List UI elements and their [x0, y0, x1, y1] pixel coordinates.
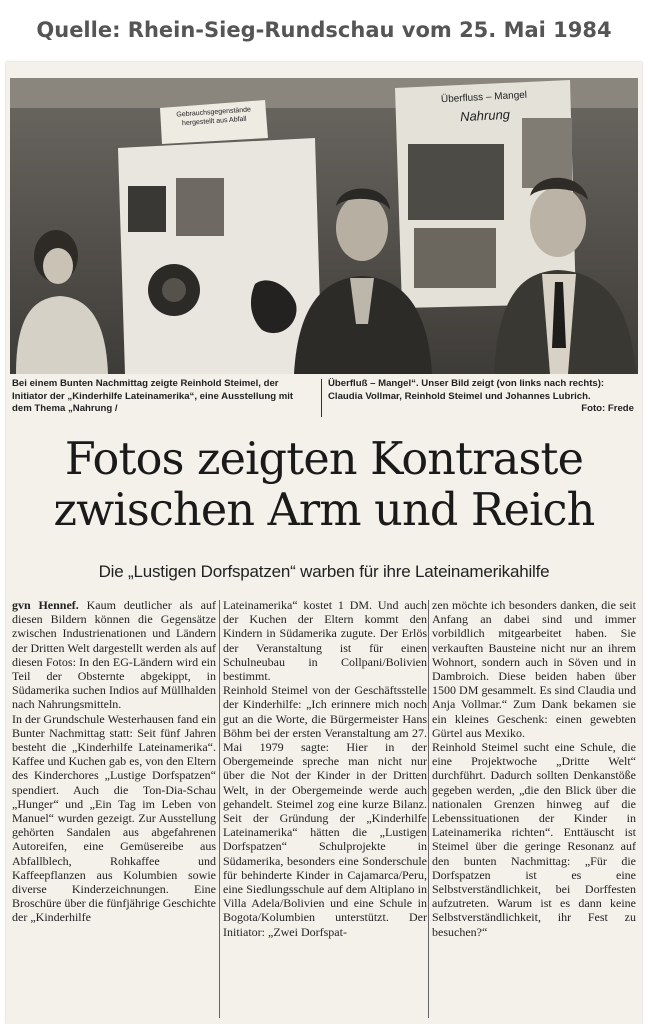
photo-credit: Foto: Frede [581, 403, 634, 414]
caption-left: Bei einem Bunten Nachmittag zeigte Reinhold Steimel, der Initiator der „Kinderhilfe Lateinamerika“, eine Ausstellung mit dem Thema „Nahrung / [12, 378, 294, 415]
column-1-text: Kaum deutlicher als auf diesen Bildern können die Gegensätze zwischen Industrienationen und Ländern der Dritten Welt dargestellt werden als auf diesen Fotos: In den EG-Ländern wird ein Teil der Obsternte abgekippt, in Südamerika suchen Indios auf Müllhalden nach Nahrungsmitteln. In der Grundschule Westerhausen fand ein Bunter Nachmittag statt: Seit fünf Jahren besteht die „Kinderhilfe Lateinamerika“. Kaffee und Kuchen gab es, von den Eltern des Kinderchores „Lustige Dorfspatzen“ spendiert. Auch die Ton-Dia-Schau „Hunger“ und „Ein Tag im Leben von Manuel“ wurden gezeigt. Zur Ausstellung gehörten Sandalen aus abgefahrenen Autoreifen, eine Gemüsereibe aus Abfallblech, Rohkaffee und Kaffeepflanzen aus Kolumbien sowie diverse Kinderzeichnungen. Eine Broschüre über die fünfjährige Geschichte der „Kinderhilfe [12, 598, 216, 925]
sign-right-title: Überfluss – Mangel [440, 89, 528, 106]
photo-caption [10, 378, 638, 418]
article-column-1 [12, 598, 216, 1022]
headline-line-2: zwischen Arm und Reich [53, 485, 595, 536]
caption-right: Überfluß – Mangel“. Unser Bild zeigt (von links nach rechts): Claudia Vollmar, Reinhold Steimel und Johannes Lubrich. [328, 378, 605, 402]
article-photo [10, 78, 638, 374]
source-line: Quelle: Rhein-Sieg-Rundschau vom 25. Mai 1984 [36, 18, 612, 42]
article-column-2: Lateinamerika“ kostet 1 DM. Und auch der Kuchen der Eltern kommt den Kindern in Südamerika zugute. Der Erlös der Veranstaltung ist für einen Schulneubau in Collpani/Bolivien bestimmt. Reinhold Steimel von der Geschäftsstelle der Kinderhilfe: „Ich erinnere mich noch gut an die Worte, die Bürgermeister Hans Böhm bei der ersten Veranstaltung am 27. Mai 1979 sagte: Hier in der Obergemeinde spreche man nicht nur über die Not der Kinder in der Dritten Welt, in der Obergemeinde werde auch gehandelt. Steimel zog eine kurze Bilanz. Seit der Gründung der „Kinderhilfe Lateinamerika“ hätten die „Lustigen Dorfspatzen“ Schulprojekte in Südamerika, besonders eine Sonderschule für behinderte Kinder in Cajamarca/Peru, eine Siedlungsschule auf dem Altiplano in Villa Adela/Bolivien und eine Schule in Bogota/Kolumbien unterstützt. Der Initiator: „Zwei Dorfspat- [223, 598, 427, 939]
sign-right-subtitle: Nahrung [459, 106, 511, 125]
photo-illustration [10, 78, 638, 374]
article-column-3: zen möchte ich besonders danken, die seit Anfang an dabei sind und immer vorbildlich mitgearbeitet haben. Sie verkauften Bausteine nicht nur an ihrem Wohnort, sondern auch in Söven und in Dambroich. Diese beiden haben über 1500 DM gesammelt. Es sind Claudia und Anja Vollmar.“ Zum Dank bekamen sie ein kleines Geschenk: einen gewebten Gürtel aus Mexiko. Reinhold Steimel sucht eine Schule, die eine Projektwoche „Dritte Welt“ durchführt. Dadurch sollten Denkanstöße gegeben werden, „die den Blick über die nationalen Grenzen hinweg auf die Lebenssituationen der Kinder in Lateinamerika richten“. Enttäuscht ist Steimel über die geringe Resonanz auf den bunten Nachmittag: „Für die Dorfspatzen ist es eine Selbstverständlichkeit, bei Dorffesten aufzutreten. Warum ist es dann keine Selbstverständlichkeit, ihr Fest zu besuchen?“ [432, 598, 636, 939]
subheadline: Die „Lustigen Dorfspatzen“ warben für ihre Lateinamerikahilfe [98, 562, 550, 581]
headline-line-1: Fotos zeigten Kontraste [64, 434, 584, 485]
sign-left-text: Gebrauchsgegenstände hergestellt aus Abfall [176, 106, 252, 128]
headline [6, 434, 642, 536]
column-divider-2 [428, 600, 429, 1018]
dateline: gvn Hennef. [12, 598, 79, 612]
newspaper-clipping [6, 62, 642, 1024]
caption-divider [321, 379, 322, 417]
column-divider-1 [219, 600, 220, 1018]
